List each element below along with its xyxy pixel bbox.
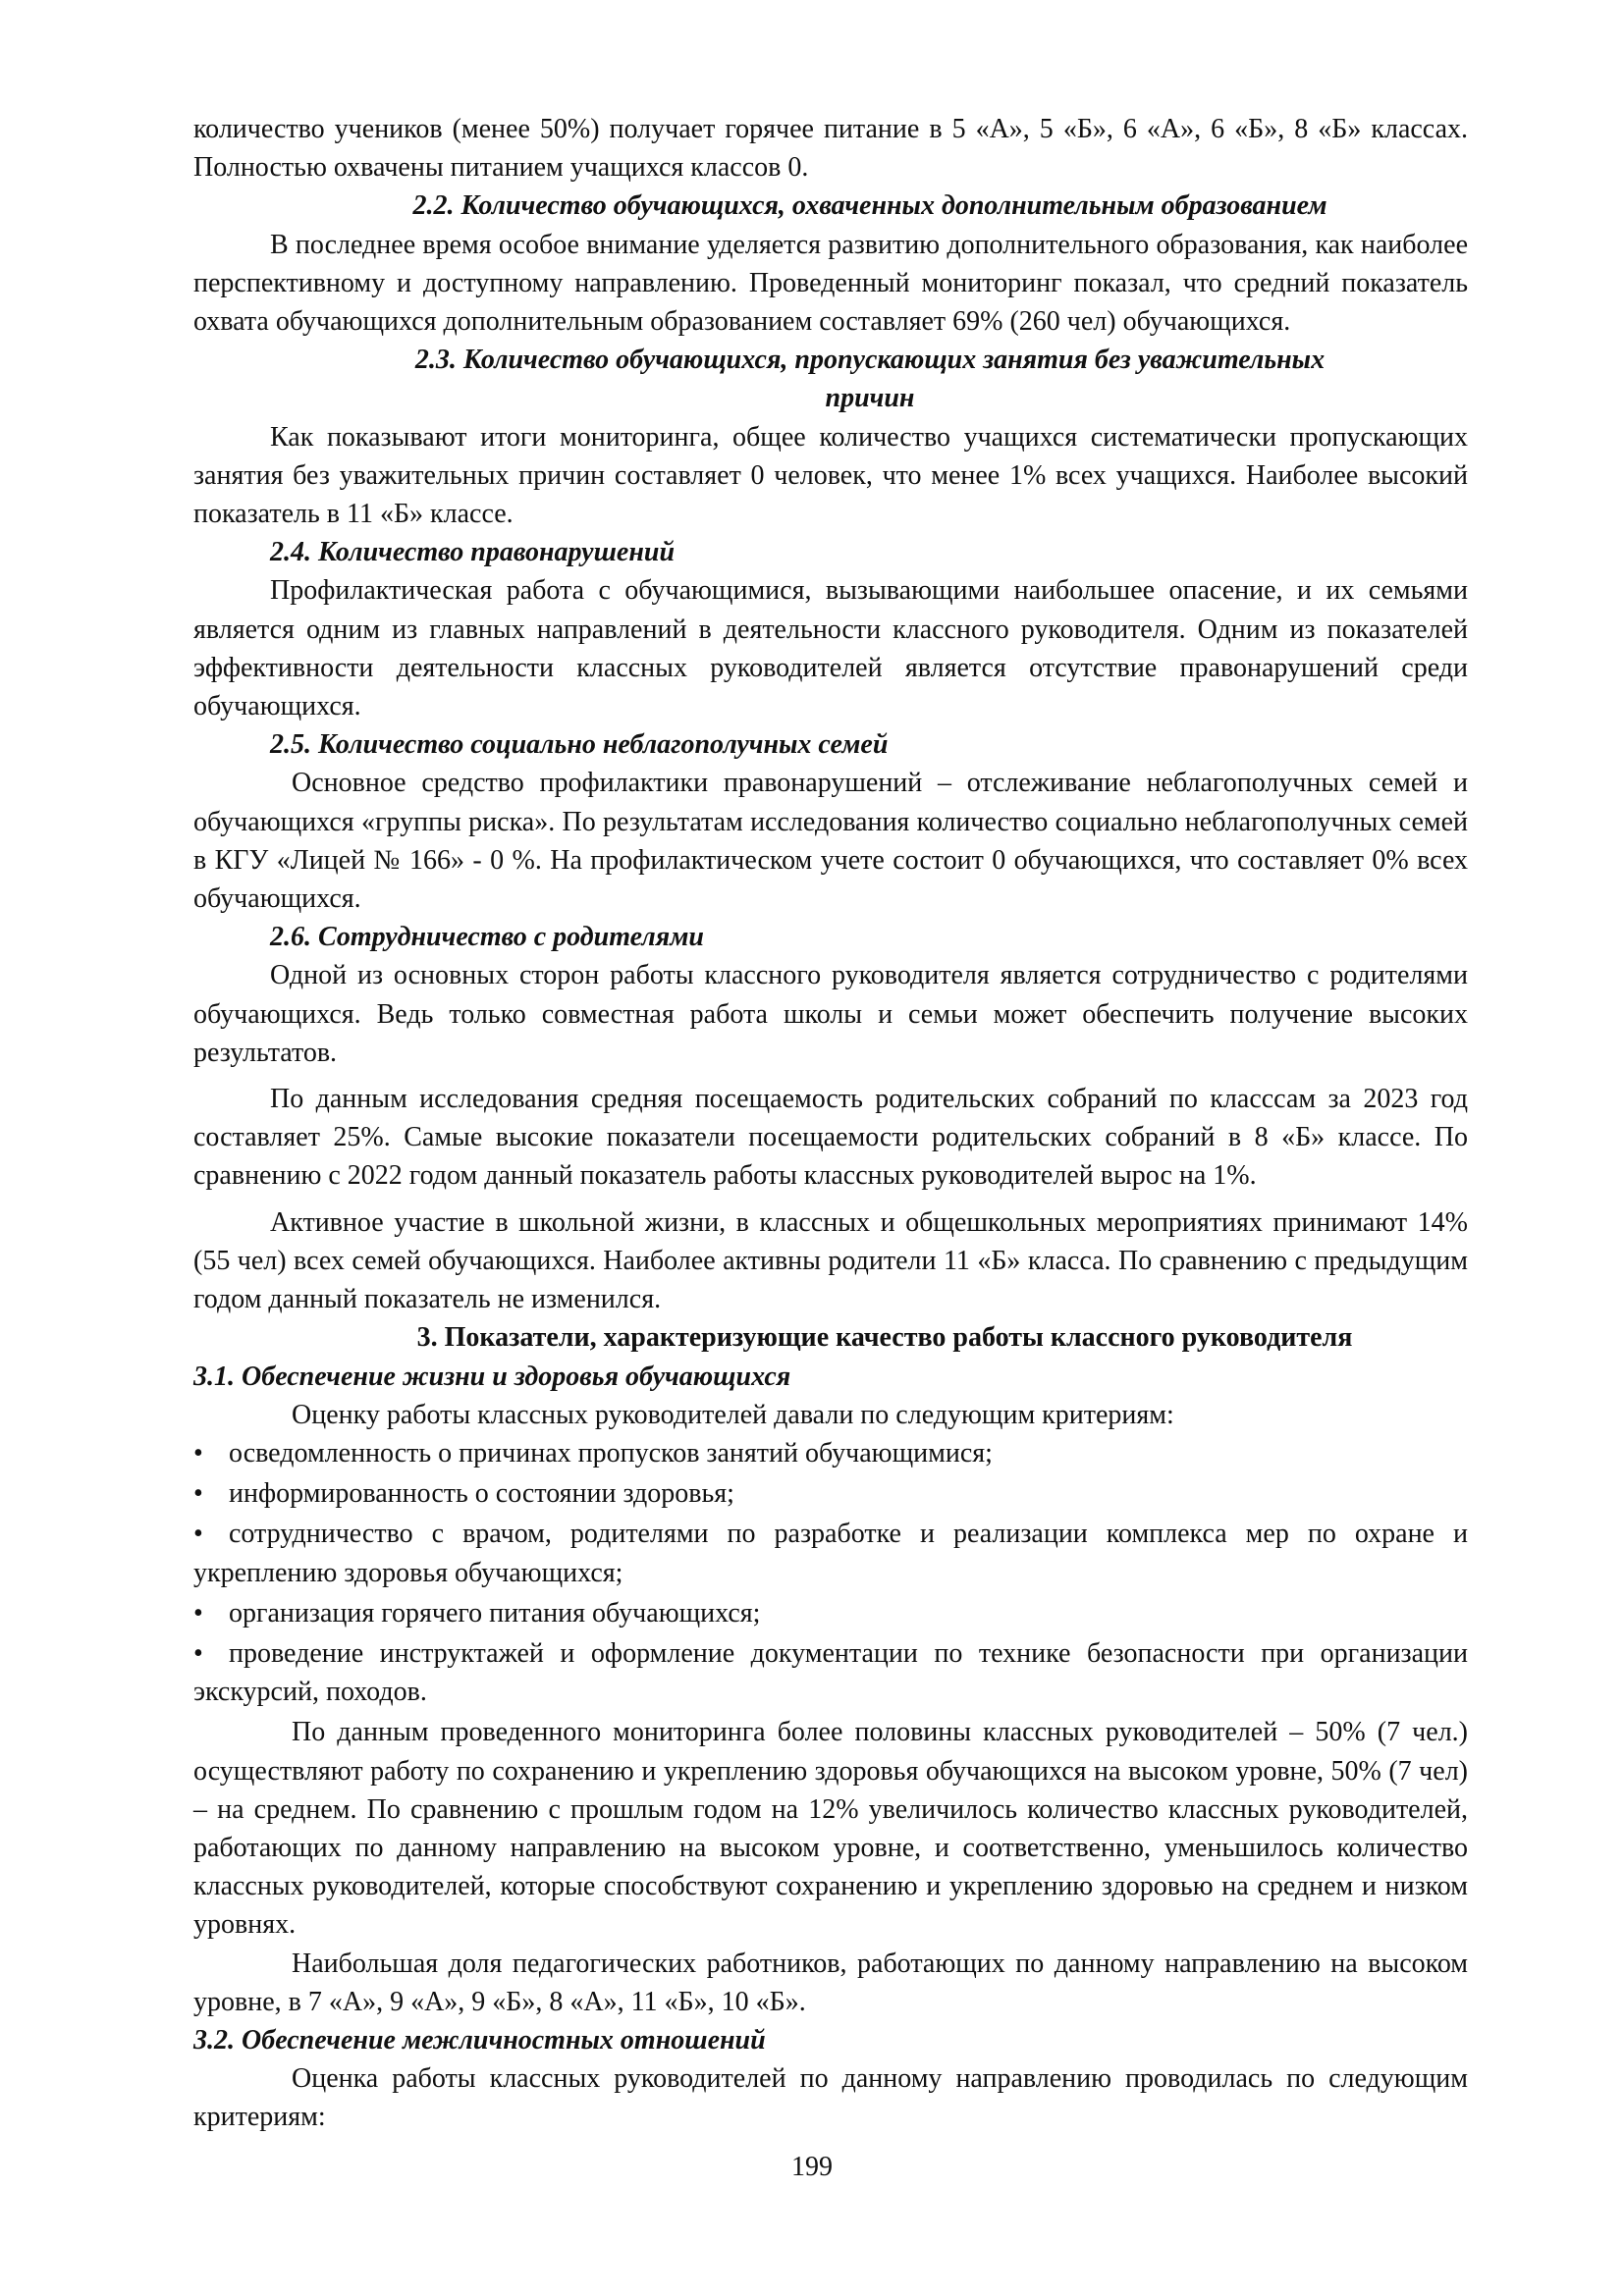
section-2-3-paragraph: Как показывают итоги мониторинга, общее количество учащихся систематически пропускающих занятия без уважительных причин составляет 0 человек, что менее 1% всех учащихся. Наиболее высокий показатель в 11 «Б» классе.: [193, 421, 1468, 530]
section-3-1-intro: Оценку работы классных руководителей давали по следующим критериям:: [292, 1399, 1174, 1430]
document-page: [193, 110, 1468, 2137]
bullet-icon: •: [193, 1478, 203, 1510]
page-number: 199: [791, 2152, 833, 2182]
section-2-3-heading-line2: причин: [825, 383, 915, 414]
section-2-6-paragraph-1: Одной из основных сторон работы классного руководителя является сотрудничество с родителями обучающихся. Ведь только совместная работа школы и семьи может обеспечить получение высоких результатов.: [193, 960, 1468, 1068]
section-2-2-paragraph: В последнее время особое внимание уделяется развитию дополнительного образования, как наиболее перспективному и доступному направлению. Проведенный мониторинг показал, что средний показатель охвата обучающихся дополнительным образованием составляет 69% (260 чел) обучающихся.: [193, 229, 1468, 338]
section-2-6-paragraph-2: По данным исследования средняя посещаемость родительских собраний по класссам за 2023 год составляет 25%. Самые высокие показатели посещаемости родительских собраний в 8 «Б» классе. По сравнению с 2022 годом данный показатель работы классных руководителей вырос на 1%.: [193, 1084, 1468, 1192]
section-2-5-paragraph: Основное средство профилактики правонарушений – отслеживание неблагополучных семей и обучающихся «группы риска». По результатам исследования количество социально неблагополучных семей в КГУ «Лицей № 166» - 0 %. На профилактическом учете состоит 0 обучающихся, что составляет 0% всех обучающихся.: [193, 768, 1468, 915]
section-3-2-paragraph: Оценка работы классных руководителей по данному направлению проводилась по следующим критериям:: [193, 2063, 1468, 2133]
section-3-2-heading: 3.2. Обеспечение межличностных отношений: [193, 2024, 766, 2056]
criteria-item: • проведение инструктажей и оформление документации по технике безопасности при организации экскурсий, походов.: [193, 1634, 1468, 1711]
section-2-3-heading-line1: 2.3. Количество обучающихся, пропускающих занятия без уважительных: [414, 345, 1326, 376]
bullet-icon: •: [193, 1437, 203, 1468]
section-2-2-heading: 2.2. Количество обучающихся, охваченных дополнительным образованием: [412, 190, 1327, 222]
criteria-item: • организация горячего питания обучающихся;: [193, 1594, 1468, 1632]
criteria-item: • сотрудничество с врачом, родителями по разработке и реализации комплекса мер по охране и укреплению здоровья обучающихся;: [193, 1515, 1468, 1591]
section-3-1-heading: 3.1. Обеспечение жизни и здоровья обучающихся: [193, 1361, 791, 1392]
criteria-list: [193, 1434, 1468, 1711]
section-2-4-heading: 2.4. Количество правонарушений: [270, 537, 676, 568]
section-3-1-paragraph-1: По данным проведенного мониторинга более половины классных руководителей – 50% (7 чел.) осуществляют работу по сохранению и укреплению здоровья обучающихся на высоком уровне, 50% (7 чел) – на среднем. По сравнению с прошлым годом на 12% увеличилось количество классных руководителей, работающих по данному направлению на высоком уровне, и соответственно, уменьшилось количество классных руководителей, которые способствуют сохранению и укреплению здоровью на среднем и низком уровнях.: [193, 1717, 1468, 1941]
section-2-6-paragraph-3: Активное участие в школьной жизни, в классных и общешкольных мероприятиях принимают 14% (55 чел) всех семей обучающихся. Наиболее активны родители 11 «Б» класса. По сравнению с предыдущим годом данный показатель не изменился.: [193, 1206, 1468, 1315]
bullet-icon: •: [193, 1597, 203, 1629]
section-3-1-paragraph-2: Наибольшая доля педагогических работников, работающих по данному направлению на высоком уровне, в 7 «А», 9 «А», 9 «Б», 8 «А», 11 «Б», 10 «Б».: [193, 1948, 1468, 2017]
criteria-item: • информированность о состоянии здоровья;: [193, 1474, 1468, 1513]
bullet-icon: •: [193, 1519, 203, 1550]
criteria-item: • осведомленность о причинах пропусков занятий обучающимися;: [193, 1434, 1468, 1472]
section-3-heading: 3. Показатели, характеризующие качество работы классного руководителя: [416, 1322, 1353, 1354]
intro-paragraph: количество учеников (менее 50%) получает горячее питание в 5 «А», 5 «Б», 6 «А», 6 «Б», 8 «Б» классах. Полностью охвачены питанием учащихся классов 0.: [193, 114, 1468, 184]
bullet-icon: •: [193, 1637, 203, 1669]
section-2-5-heading: 2.5. Количество социально неблагополучных семей: [270, 729, 889, 761]
section-2-4-paragraph: Профилактическая работа с обучающимися, вызывающими наибольшее опасение, и их семьями является одним из главных направлений в деятельности классного руководителя. Одним из показателей эффективности деятельности классных руководителей является отсутствие правонарушений среди обучающихся.: [193, 575, 1468, 722]
section-2-6-heading: 2.6. Сотрудничество с родителями: [270, 922, 704, 953]
